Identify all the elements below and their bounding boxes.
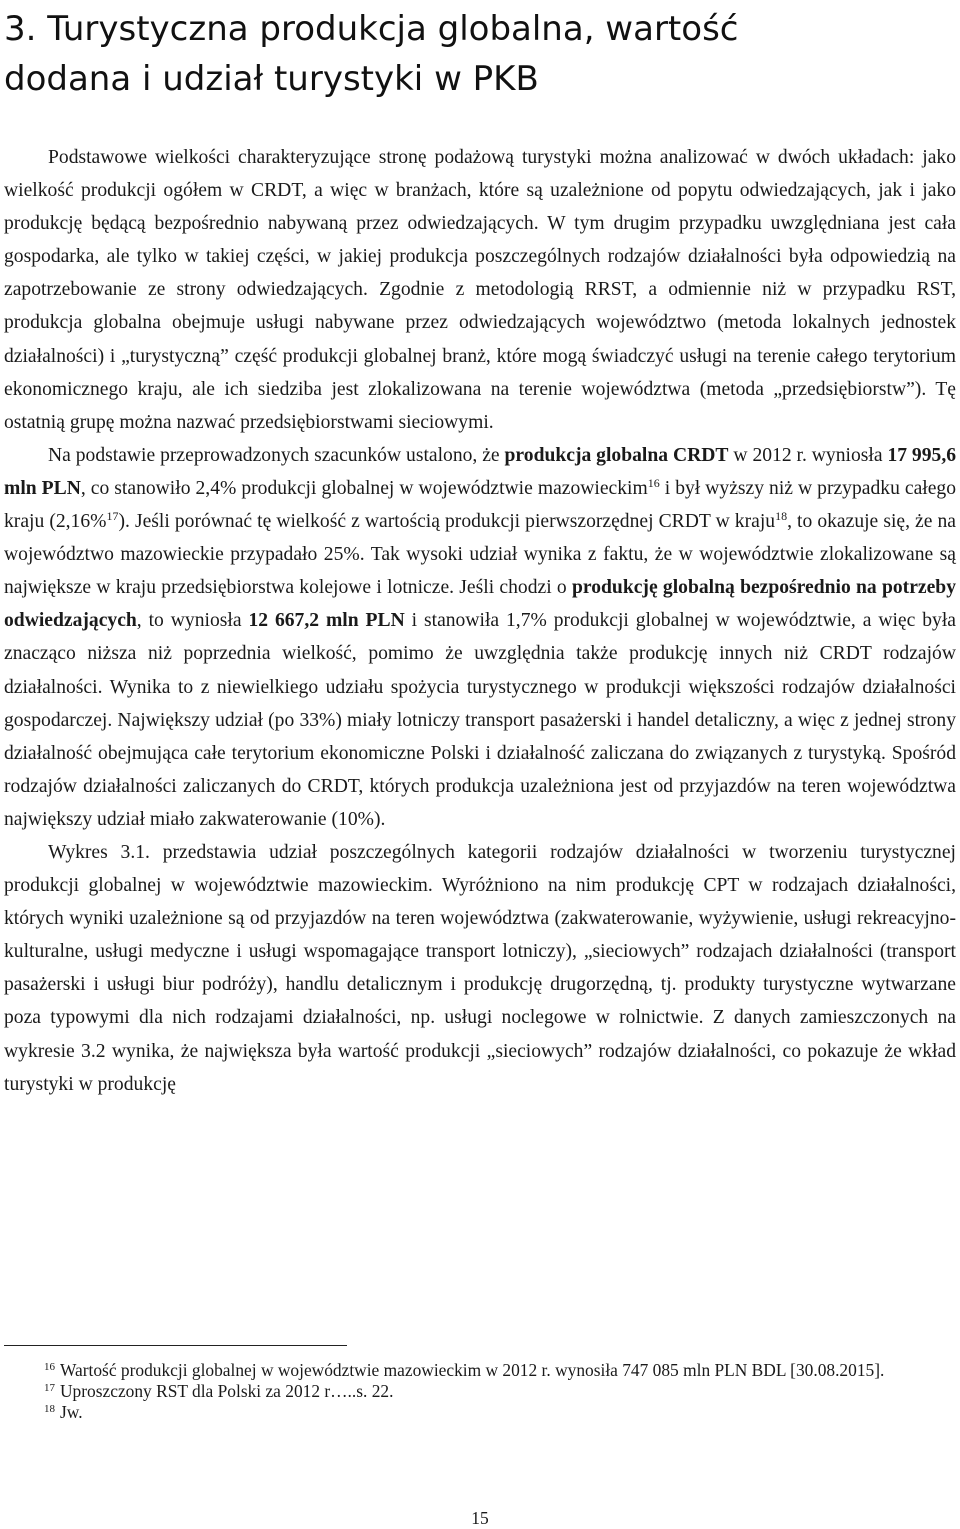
footnote-number: 16 xyxy=(44,1361,55,1373)
footnote-number: 17 xyxy=(44,1382,55,1394)
footnotes xyxy=(4,1360,956,1423)
paragraph-2-text: Na podstawie przeprowadzonych szacunków ustalono, że xyxy=(48,444,505,466)
footnote-ref-18[interactable]: 18 xyxy=(775,509,788,524)
footnote-text: Wartość produkcji globalnej w województwie mazowieckim w 2012 r. wynosiła 747 085 mln PLN BDL [30.08.2015]. xyxy=(60,1360,885,1380)
paragraph-2-bold: 17 995,6 mln PLN xyxy=(4,444,957,499)
footnote-text: Jw. xyxy=(60,1402,83,1422)
paragraph-1: Podstawowe wielkości charakteryzujące stronę podażową turystyki można analizować w dwóch układach: jako wielkość produkcji ogółem w CRDT, a więc w branżach, które są uzależnione od popytu odwiedzających, jak i jako produkcję będącą bezpośrednio nabywaną przez odwiedzających. W tym drugim przypadku uwzględniana jest cała gospodarka, ale tylko w takiej części, w jakiej produkcja poszczególnych rodzajów działalności była odpowiedzią na zapotrzebowanie ze strony odwiedzających. Zgodnie z metodologią RRST, a odmiennie niż w przypadku RST, produkcja globalna obejmuje usługi nabywane przez odwiedzających województwo (metoda lokalnych jednostek działalności) i „turystyczną” część produkcji globalnej branż, które mogą świadczyć usługi na terenie całego terytorium ekonomicznego kraju, ale ich siedziba jest zlokalizowana na terenie województwa (metoda „przedsiębiorstw”). Tę ostatnią grupę można nazwać przedsiębiorstwami sieciowymi. xyxy=(4,147,956,433)
paragraph-2-bold: 12 667,2 mln PLN xyxy=(248,610,405,632)
paragraph-2-text: , co stanowiło 2,4% produkcji globalnej w województwie mazowieckim xyxy=(80,477,648,499)
paragraph-2 xyxy=(4,439,956,836)
paragraph-3: Wykres 3.1. przedstawia udział poszczególnych kategorii rodzajów działalności w tworzeniu turystycznej produkcji globalnej w województwie mazowieckim. Wyróżniono na nim produkcję CPT w rodzajach działalności, których wyniki uzależnione są od przyjazdów na teren województwa (zakwaterowanie, wyżywienie, usługi rekreacyjno-kulturalne, usługi medyczne i usługi wspomagające transport lotniczy), „sieciowych” rodzajach działalności (transport pasażerski i usługi biur podróży), handlu detalicznym i produkcję drugorzędną, tj. produkty turystyczne wytwarzane poza typowymi dla nich rodzajami działalności, np. usługi noclegowe w rolnictwie. Z danych zamieszczonych na wykresie 3.2 wynika, że największa była wartość produkcji „sieciowych” rodzajów działalności, co pokazuje że wkład turystyki w produkcję xyxy=(4,841,956,1095)
paragraph-2-text: w 2012 r. wyniosła xyxy=(728,444,888,466)
paragraph-2-bold: produkcja globalna CRDT xyxy=(504,444,729,466)
footnote-16 xyxy=(4,1360,956,1381)
paragraph-2-text: ). Jeśli porównać tę wielkość z wartością produkcji pierwszorzędnej CRDT w kraju xyxy=(118,511,776,533)
paragraph-2-text: i stanowiła 1,7% produkcji globalnej w województwie, a więc była znacząco niższa niż poprzednia wielkość, pomimo że uwzględnia także produkcję innych niż CRDT rodzajów działalności. Wynika to z niewielkiego udziału spożycia turystycznego w produkcji większości rodzajów działalności gospodarczej. Największy udział (po 33%) miały lotniczy transport pasażerski i handel detaliczny, a więc z jednej strony działalność obejmująca całe terytorium ekonomiczne Polski i działalność zaliczana do związanych z turystyką. Spośród rodzajów działalności zaliczanych do CRDT, których produkcja uzależniona jest od przyjazdów na teren województwa największy udział miało zakwaterowanie (10%). xyxy=(4,610,956,830)
paragraph-2-text: i był wyższy niż w przypadku całego kraju (2,16% xyxy=(4,477,957,533)
footnote-18 xyxy=(4,1402,956,1423)
heading-line-1: 3. Turystyczna produkcja globalna, wartość xyxy=(4,9,739,49)
footnote-text: Uproszczony RST dla Polski za 2012 r…..s. 22. xyxy=(60,1381,394,1401)
paragraph-2-text: , to wyniosła xyxy=(136,610,249,632)
body-text xyxy=(4,141,956,1101)
footnote-number: 18 xyxy=(44,1403,55,1415)
footnote-ref-16[interactable]: 16 xyxy=(647,475,660,490)
section-heading xyxy=(4,4,954,104)
heading-line-2: dodana i udział turystyki w PKB xyxy=(4,59,539,99)
footnote-17 xyxy=(4,1381,956,1402)
paragraph-2-text: , to okazuje się, że na województwo mazowieckie przypadało 25%. Tak wysoki udział wynika z faktu, że w województwie zlokalizowane są największe w kraju przedsiębiorstwa kolejowe i lotnicze. Jeśli chodzi o xyxy=(4,511,957,599)
page-number: 15 xyxy=(471,1508,489,1528)
footnote-separator xyxy=(4,1345,347,1346)
paragraph-2-bold: produkcję globalną bezpośrednio na potrzeby odwiedzających xyxy=(4,577,956,632)
footnote-ref-17[interactable]: 17 xyxy=(106,509,119,524)
